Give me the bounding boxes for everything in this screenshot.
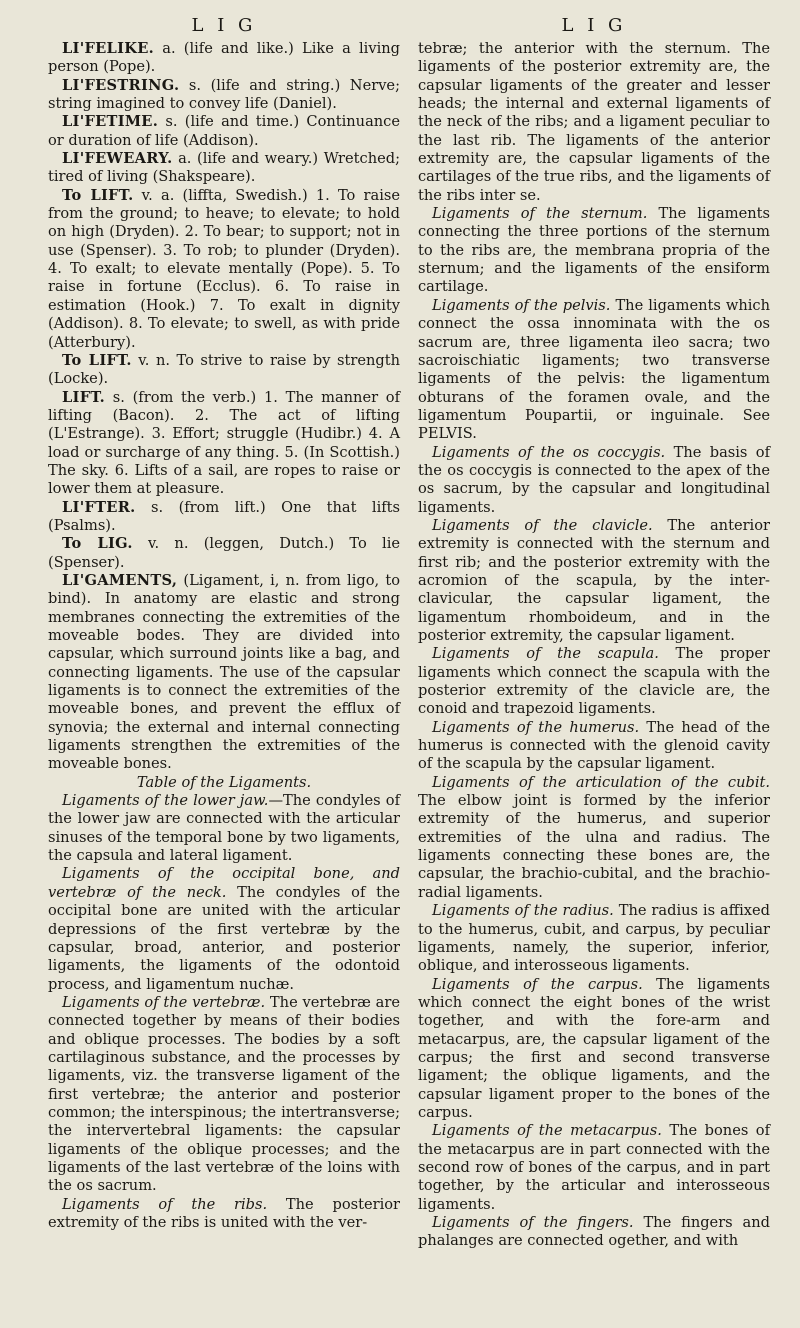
paragraph-text: s. (from the verb.) 1. The manner of lifting (Bacon). 2. The act of lifting (L'Estrange). 3. Effort; struggle (Hudibr.) 4. A load or surcharge of any thing. 5. (In Scottish.) The sky. 6. Lifts of a sail, are ropes to raise or lower them at pleasure. xyxy=(48,388,400,498)
paragraph-text: The radius is affixed to the humerus, cubit, and carpus, by peculiar ligaments, namely, the superior, inferior, oblique, and interosseous ligaments. xyxy=(418,902,770,975)
body-paragraph xyxy=(48,994,400,1196)
paragraph-lead: Ligaments of the clavicle. xyxy=(432,516,653,534)
paragraph-text: The anterior extremity is connected with the sternum and first rib; and the posterior extremity with the acromion of the scapula, by the inter-clavicular, the capsular ligament, the ligamentum rhomboideum, and in the posterior extremity, the capsular ligament. xyxy=(418,516,770,644)
body-paragraph xyxy=(418,517,770,645)
paragraph-text: The posterior extremity of the ribs is united with the ver- xyxy=(48,1195,400,1231)
paragraph-lead: Ligaments of the os coccygis. xyxy=(432,443,666,461)
body-paragraph xyxy=(418,1122,770,1214)
paragraph-text: v. n. (leggen, Dutch.) To lie (Spenser). xyxy=(48,535,400,571)
body-paragraph xyxy=(418,719,770,774)
body-paragraph xyxy=(418,976,770,1123)
paragraph-text: v. n. To strive to raise by strength (Locke). xyxy=(48,351,400,388)
body-paragraph xyxy=(418,1214,770,1251)
paragraph-lead: Ligaments of the articulation of the cubit. xyxy=(432,773,770,791)
body-paragraph xyxy=(48,865,400,993)
right-column xyxy=(418,12,770,1251)
paragraph-text: s. (from lift.) One that lifts (Psalms). xyxy=(48,498,400,534)
dictionary-entry xyxy=(48,572,400,774)
running-head-right: L I G xyxy=(561,15,627,36)
paragraph-text: The vertebræ are connected together by means of their bodies and oblique processes. The bodies by a soft cartilaginous substance, and the processes by ligaments, viz. the transverse ligament of the first vertebræ; the anterior and posterior common; the interspinous; the intertransverse; the intervertebral ligaments: the capsular ligaments of the oblique processes; and the ligaments of the last vertebræ of the loins with the os sacrum. xyxy=(48,993,400,1195)
entry-headword: LI'FELIKE. xyxy=(62,40,155,57)
paragraph-text: The basis of the os coccygis is connected to the apex of the os sacrum, by the capsular and longitudinal ligaments. xyxy=(418,443,770,516)
entry-headword: To LIFT. xyxy=(62,351,132,369)
paragraph-text: The bones of the metacarpus are in part connected with the second row of bones of the carpus, and in part together, by the articular and interosseous ligaments. xyxy=(418,1122,770,1213)
section-heading xyxy=(48,774,400,792)
entry-headword: LI'FESTRING. xyxy=(62,76,180,94)
entry-headword: To LIFT. xyxy=(62,186,134,204)
paragraph-text: The ligaments which connect the ossa innominata with the os sacrum are, three ligamenta ileo sacra; two sacroischiatic ligaments; two transverse ligaments of the pelvis: the ligamentum obturans of the foramen ovale, and the ligamentum Poupartii, or inguinale. See PELVIS. xyxy=(418,296,770,443)
dictionary-entry xyxy=(48,150,400,187)
paragraph-lead: Ligaments of the ribs. xyxy=(62,1195,268,1213)
paragraph-text: v. a. (liffta, Swedish.) 1. To raise from the ground; to heave; to elevate; to hold on high (Dryden). 2. To bear; to support; not in use (Spenser). 3. To rob; to plunder (Dryden). 4. To exalt; to elevate mentally (Pope). 5. To raise in fortune (Ecclus). 6. To raise in estimation (Hook.) 7. To exalt in dignity (Addison). 8. To elevate; to swell, as with pride (Atterbury). xyxy=(48,186,400,351)
dictionary-entry xyxy=(48,352,400,389)
paragraph-lead: Ligaments of the radius. xyxy=(432,902,614,920)
paragraph-lead: Ligaments of the fingers. xyxy=(432,1214,634,1231)
body-paragraph xyxy=(418,645,770,718)
dictionary-entry xyxy=(48,499,400,536)
dictionary-entry xyxy=(48,535,400,572)
paragraph-lead: Ligaments of the metacarpus. xyxy=(432,1122,662,1140)
paragraph-text: —The condyles of the lower jaw are connected with the articular sinuses of the temporal bone by two ligaments, the capsula and lateral ligament. xyxy=(48,792,400,865)
entry-headword: LI'FEWEARY. xyxy=(62,150,173,168)
paragraph-text: The elbow joint is formed by the inferior extremity of the humerus, and superior extremities of the ulna and radius. The ligaments connecting these bones are, the capsular, the brachio-cubital, and the brachio-radial ligaments. xyxy=(418,792,770,901)
body-paragraph xyxy=(48,1196,400,1233)
paragraph-text: a. (life and weary.) Wretched; tired of living (Shakspeare). xyxy=(48,150,400,186)
paragraph-lead: Ligaments of the occipital bone, and vertebræ of the neck. xyxy=(48,865,400,901)
entry-headword: LI'FETIME. xyxy=(62,113,159,131)
body-paragraph xyxy=(418,297,770,444)
dictionary-entry xyxy=(48,113,400,150)
body-paragraph xyxy=(418,902,770,975)
paragraph-text: a. (life and like.) Like a living person (Pope). xyxy=(48,40,400,76)
section-heading-text: Table of the Ligaments. xyxy=(136,773,312,791)
paragraph-text: The ligaments connecting the three portions of the sternum to the ribs are, the membrana propria of the sternum; and the ligaments of the ensiform cartilage. xyxy=(418,205,770,296)
paragraph-text: (Ligament, i, n. from ligo, to bind). In anatomy are elastic and strong membranes connecting the extremities of the moveable bodes. They are divided into capsular, which surround joints like a bag, and connecting ligaments. The use of the capsular ligaments is to connect the extremities of the moveable bones, and prevent the efflux of synovia; the external and internal connecting ligaments strengthen the extremities of the moveable bones. xyxy=(48,571,400,773)
right-column-text xyxy=(418,40,770,1251)
paragraph-lead: Ligaments of the scapula. xyxy=(432,645,659,663)
paragraph-lead: Ligaments of the sternum. xyxy=(432,205,648,223)
paragraph-text: The proper ligaments which connect the scapula with the posterior extremity of the clavicle are, the conoid and trapezoid ligaments. xyxy=(418,645,771,718)
paragraph-text: The head of the humerus is connected with the glenoid cavity of the scapula by the capsular ligament. xyxy=(418,718,770,773)
entry-headword: LI'GAMENTS, xyxy=(62,571,178,589)
paragraph-lead: Ligaments of the vertebræ. xyxy=(62,993,266,1011)
paragraph-text: s. (life and string.) Nerve; string imagined to convey life (Daniel). xyxy=(48,76,400,113)
body-paragraph xyxy=(418,444,770,517)
paragraph-text: tebræ; the anterior with the sternum. The ligaments of the posterior extremity are, the capsular ligaments of the greater and lesser heads; the internal and external ligaments of the neck of the ribs; and a ligament peculiar to the last rib. The ligaments of the anterior extremity are, the capsular ligaments of the cartilages of the true ribs, and the ligaments of the ribs inter se. xyxy=(418,40,770,204)
dictionary-entry xyxy=(48,389,400,499)
body-paragraph xyxy=(48,792,400,865)
paragraph-lead: Ligaments of the humerus. xyxy=(432,718,640,736)
paragraph-lead: Ligaments of the lower jaw. xyxy=(62,792,269,810)
body-paragraph xyxy=(418,40,770,205)
dictionary-entry xyxy=(48,187,400,352)
entry-headword: LIFT. xyxy=(62,388,106,406)
dictionary-entry xyxy=(48,40,400,77)
body-paragraph xyxy=(418,774,770,902)
paragraph-lead: Ligaments of the pelvis. xyxy=(432,296,611,314)
paragraph-text: The ligaments which connect the eight bones of the wrist together, and with the fore-arm and metacarpus, are, the capsular ligament of the carpus; the first and second transverse ligament; the oblique ligaments, and the capsular ligament proper to the bones of the carpus. xyxy=(418,975,770,1121)
entry-headword: To LIG. xyxy=(62,535,133,553)
left-column xyxy=(48,12,400,1232)
entry-headword: LI'FTER. xyxy=(62,498,136,516)
body-paragraph xyxy=(418,205,770,297)
paragraph-lead: Ligaments of the carpus. xyxy=(432,975,643,993)
running-head-left: L I G xyxy=(191,15,257,36)
paragraph-text: s. (life and time.) Continuance or duration of life (Addison). xyxy=(48,113,400,149)
paragraph-text: The fingers and phalanges are connected ogether, and with xyxy=(418,1214,770,1250)
paragraph-text: The condyles of the occipital bone are united with the articular depressions of the first vertebræ by the capsular, broad, anterior, and posterior ligaments, the ligaments of the odontoid process, and ligamentum nuchæ. xyxy=(48,883,401,993)
dictionary-entry xyxy=(48,77,400,114)
left-column-text xyxy=(48,40,400,1232)
